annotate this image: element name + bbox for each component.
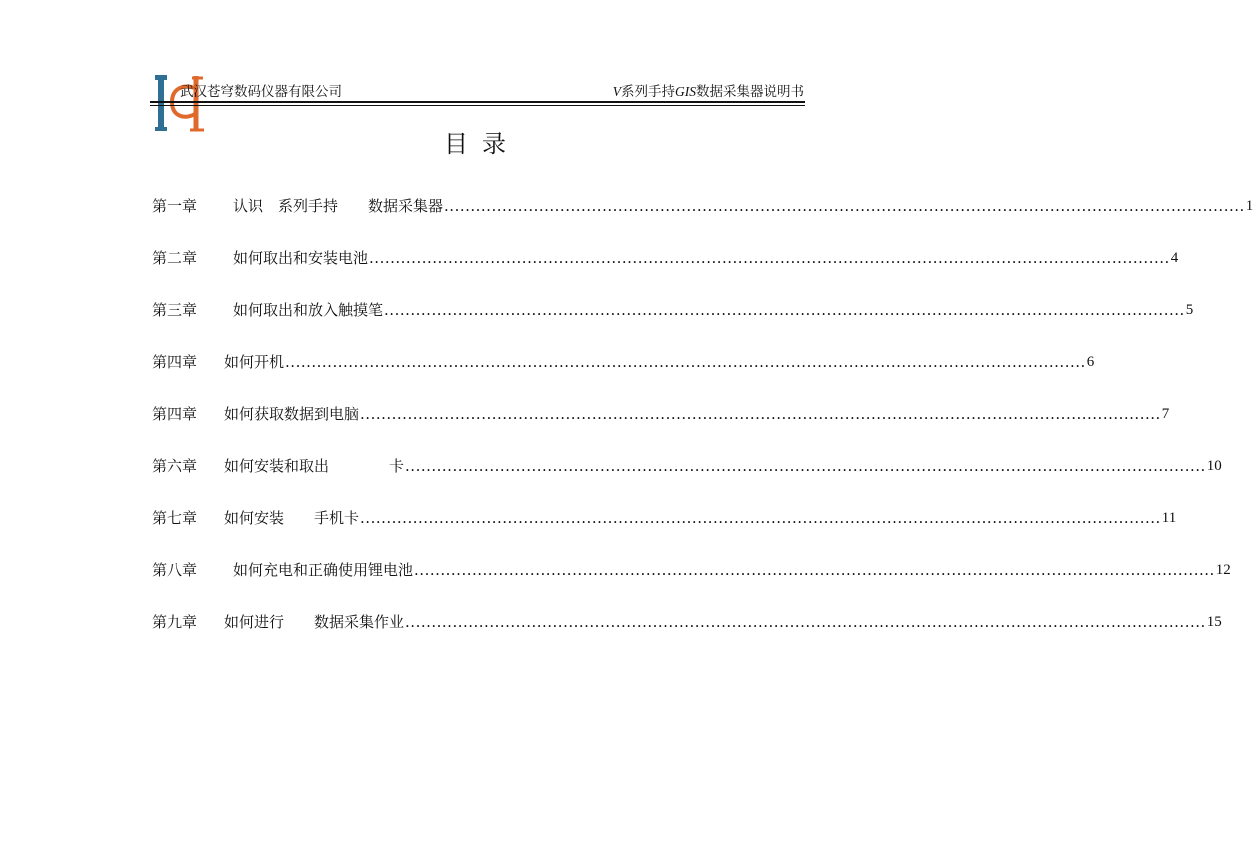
toc-chapter-number: 第四章 (152, 405, 198, 423)
toc-page-number: 10 (1206, 458, 1222, 474)
toc-chapter-title: 认识 系列手持 数据采集器 (233, 197, 444, 215)
toc-dot-leader: ........................................................................................................................................................ (384, 301, 1185, 319)
header-company-name: 武汉苍穹数码仪器有限公司 (180, 84, 342, 100)
toc-chapter-number: 第三章 (152, 301, 198, 319)
toc-page-number: 4 (1170, 250, 1179, 266)
header-doc-gis: GIS (675, 84, 696, 99)
toc-entry[interactable] (152, 192, 1253, 216)
toc-dot-leader: ........................................................................................................................................................ (405, 613, 1206, 631)
company-logo-icon (152, 72, 210, 134)
toc-entry[interactable] (152, 400, 1170, 424)
toc-entry[interactable] (152, 296, 1194, 320)
toc-entry[interactable] (152, 556, 1231, 580)
toc-chapter-title: 如何取出和放入触摸笔 (233, 301, 384, 319)
toc-entry[interactable] (152, 452, 1222, 476)
toc-entry[interactable] (152, 608, 1222, 632)
toc-page-number: 6 (1086, 354, 1095, 370)
toc-dot-leader: ........................................................................................................................................................ (285, 353, 1086, 371)
toc-chapter-title: 如何进行 数据采集作业 (224, 613, 405, 631)
toc-chapter-number: 第七章 (152, 509, 198, 527)
toc-chapter-title: 如何安装和取出 卡 (224, 457, 405, 475)
toc-chapter-title: 如何安装 手机卡 (224, 509, 360, 527)
header-document-title (613, 84, 804, 100)
header-doc-suffix: 数据采集器说明书 (696, 84, 804, 100)
toc-page-number: 15 (1206, 614, 1222, 630)
toc-entry[interactable] (152, 348, 1095, 372)
toc-page-number: 7 (1161, 406, 1170, 422)
toc-chapter-number: 第一章 (152, 197, 198, 215)
toc-dot-leader: ........................................................................................................................................................ (444, 197, 1245, 215)
toc-page-number: 5 (1185, 302, 1194, 318)
toc-dot-leader: ........................................................................................................................................................ (414, 561, 1215, 579)
toc-dot-leader: ........................................................................................................................................................ (360, 405, 1161, 423)
toc-heading: 目录 (444, 130, 520, 158)
toc-chapter-title: 如何充电和正确使用锂电池 (233, 561, 414, 579)
toc-chapter-number: 第八章 (152, 561, 198, 579)
header-rule-thin (150, 105, 805, 106)
toc-page-number: 12 (1215, 562, 1231, 578)
toc-entry[interactable] (152, 244, 1179, 268)
toc-chapter-title: 如何取出和安装电池 (233, 249, 369, 267)
header-rule-thick (150, 101, 805, 103)
header-doc-prefix: V (612, 84, 621, 99)
toc-dot-leader: ........................................................................................................................................................ (360, 509, 1161, 527)
toc-chapter-number: 第四章 (152, 353, 198, 371)
header-doc-mid: 系列手持 (621, 84, 675, 100)
toc-entry[interactable] (152, 504, 1177, 528)
toc-page-number: 11 (1161, 510, 1177, 526)
toc-chapter-number: 第二章 (152, 249, 198, 267)
toc-chapter-number: 第九章 (152, 613, 198, 631)
toc-dot-leader: ........................................................................................................................................................ (405, 457, 1206, 475)
toc-page-number: 1 (1245, 198, 1253, 214)
toc-dot-leader: ........................................................................................................................................................ (369, 249, 1170, 267)
toc-chapter-title: 如何开机 (224, 353, 285, 371)
toc-chapter-number: 第六章 (152, 457, 198, 475)
toc-chapter-title: 如何获取数据到电脑 (224, 405, 360, 423)
